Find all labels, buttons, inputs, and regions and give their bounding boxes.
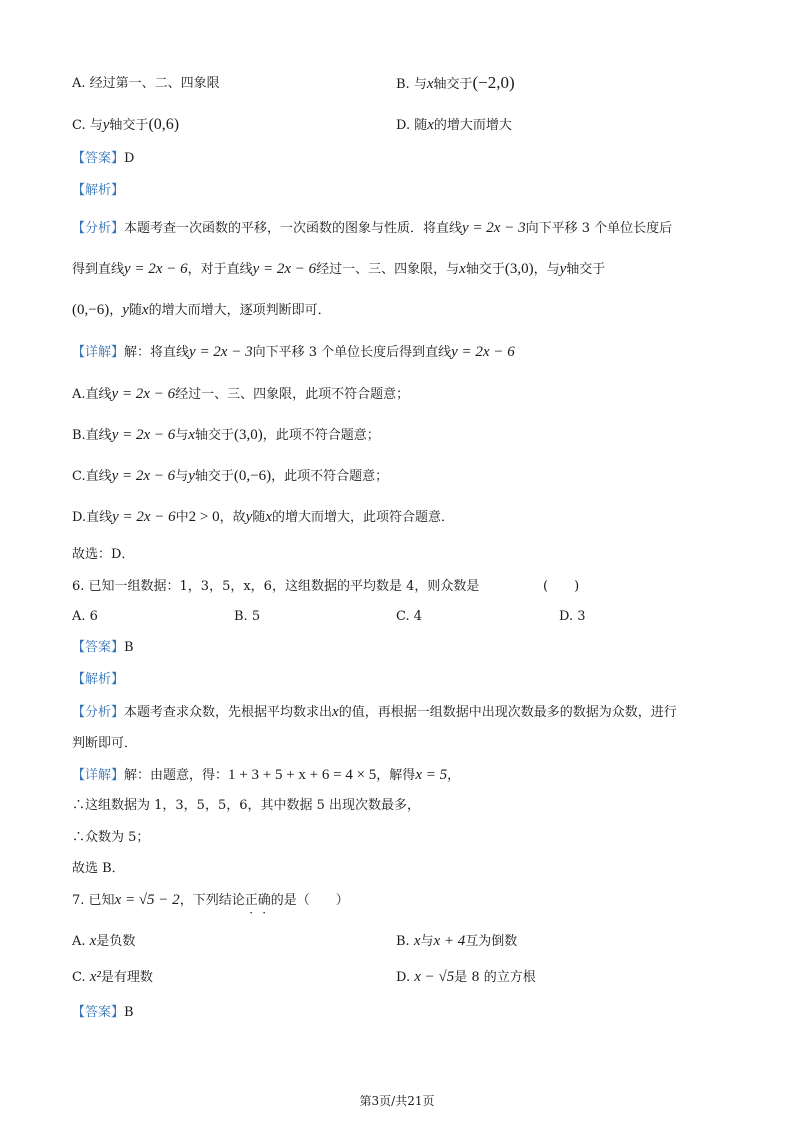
q5-xiangjie-line-c: C.直线y = 2x − 6与y轴交于(0,−6)，此项不符合题意； [72, 468, 389, 484]
q7-option-d: D. x − √5是 8 的立方根 [396, 969, 536, 985]
q6-fenxi-line-2: 判断即可． [72, 736, 138, 751]
q5-fenxi-line-1: 【分析】本题考查一次函数的平移，一次函数的图象与性质．将直线y = 2x − 3向下平移 3 个单位长度后 [72, 220, 673, 236]
q6-option-c: C. 4 [396, 609, 423, 624]
page-footer: 第3页/共21页 [359, 1094, 435, 1108]
q5-xiangjie-line-d: D.直线y = 2x − 6中2 > 0，故y随x的增大而增大，此项符合题意． [72, 509, 455, 525]
q5-answer: 【答案】D [72, 151, 135, 166]
q5-xiangjie-line-0: 【详解】解：将直线y = 2x − 3向下平移 3 个单位长度后得到直线y = 2x − 6 [72, 344, 515, 360]
q7-stem: 7. 已知x = √5 − 2，下列结论正确的是（ ） [72, 892, 349, 908]
q6-answer: 【答案】B [72, 640, 134, 655]
q6-option-d: D. 3 [559, 609, 586, 624]
q6-fenxi-line-1: 【分析】本题考查求众数，先根据平均数求出x的值，再根据一组数据中出现次数最多的数据为众数，进行 [72, 704, 677, 720]
q6-xiangjie-line-1: 【详解】解：由题意，得：1 + 3 + 5 + x + 6 = 4 × 5，解得x = 5， [72, 767, 461, 783]
q7-option-a: A. x是负数 [72, 933, 136, 949]
q5-option-a: A. 经过第一、二、四象限 [72, 76, 220, 91]
q5-analysis-label: 【解析】 [72, 183, 125, 198]
q6-xiangjie-line-2: ∴这组数据为 1，3，5，5，6，其中数据 5 出现次数最多， [72, 798, 421, 813]
q7-option-b: B. x与x + 4互为倒数 [396, 933, 518, 949]
q6-option-b: B. 5 [234, 609, 261, 624]
q5-xiangjie-line-b: B.直线y = 2x − 6与x轴交于(3,0)，此项不符合题意； [72, 427, 380, 443]
q5-xiangjie-line-a: A.直线y = 2x − 6经过一、三、四象限，此项不符合题意； [72, 386, 410, 402]
q7-option-c: C. x²是有理数 [72, 969, 153, 985]
q5-conclusion: 故选：D． [72, 547, 135, 562]
q6-conclusion: 故选 B． [72, 861, 125, 876]
q5-option-d: D. 随x的增大而增大 [396, 117, 512, 133]
q6-analysis-label: 【解析】 [72, 672, 125, 687]
q7-answer: 【答案】B [72, 1005, 134, 1020]
q5-fenxi-line-2: 得到直线y = 2x − 6，对于直线y = 2x − 6经过一、三、四象限，与x轴交于(3,0)，与y轴交于 [72, 261, 606, 277]
q6-xiangjie-line-3: ∴众数为 5； [72, 830, 150, 845]
q6-option-a: A. 6 [72, 609, 98, 624]
q5-fenxi-line-3: (0,−6)，y随x的增大而增大，逐项判断即可． [72, 302, 331, 318]
q6-stem: 6. 已知一组数据：1，3，5，x，6，这组数据的平均数是 4，则众数是 [72, 579, 480, 594]
q5-option-b: B. 与x轴交于(−2,0) [396, 73, 515, 92]
q6-paren: ( ) [543, 579, 580, 594]
q5-option-c: C. 与y轴交于(0,6) [72, 116, 180, 133]
